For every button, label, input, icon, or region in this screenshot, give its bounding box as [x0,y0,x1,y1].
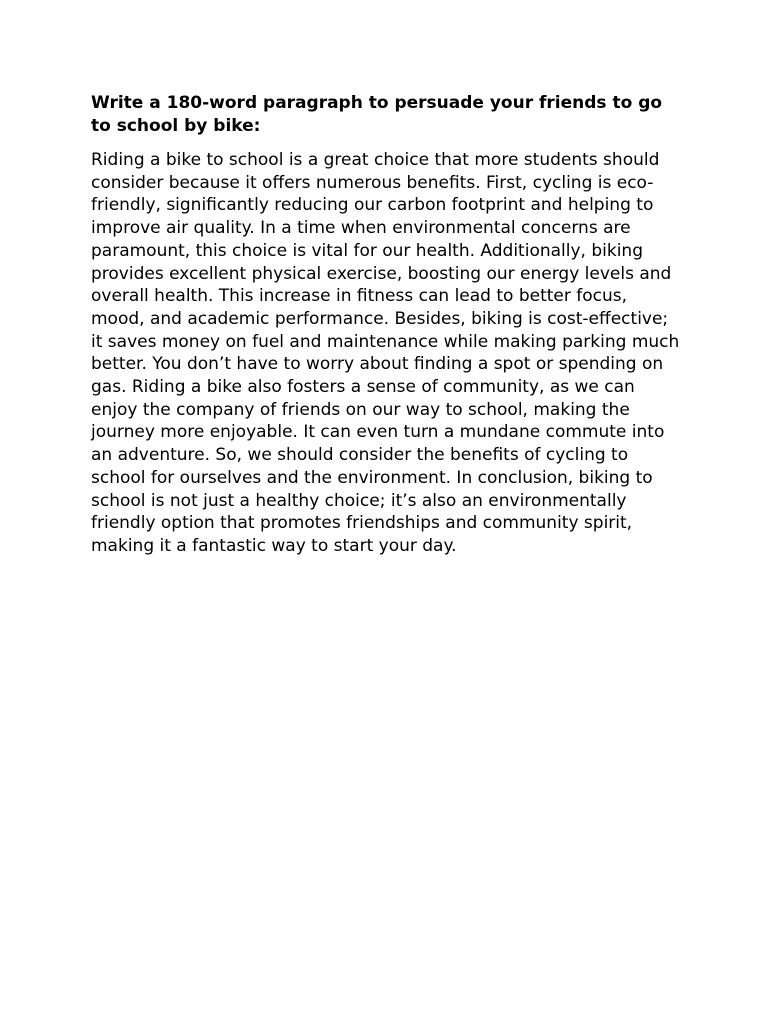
document-content [91,92,681,558]
prompt-heading: Write a 180-word paragraph to persuade your friends to go to school by bike: [91,93,663,136]
essay-paragraph: Riding a bike to school is a great choice that more students should consider because it offers numerous benefits. First, cycling is eco-friendly, significantly reducing our carbon footprint and helping to improve air quality. In a time when environmental concerns are paramount, this choice is vital for our health. Additionally, biking provides excellent physical exercise, boosting our energy levels and overall health. This increase in fitness can lead to better focus, mood, and academic performance. Besides, biking is cost-effective; it saves money on fuel and maintenance while making parking much better. You don’t have to worry about finding a spot or spending on gas. Riding a bike also fosters a sense of community, as we can enjoy the company of friends on our way to school, making the journey more enjoyable. It can even turn a mundane commute into an adventure. So, we should consider the benefits of cycling to school for ourselves and the environment. In conclusion, biking to school is not just a healthy choice; it’s also an environmentally friendly option that promotes friendships and community spirit, making it a fantastic way to start your day. [91,150,680,556]
